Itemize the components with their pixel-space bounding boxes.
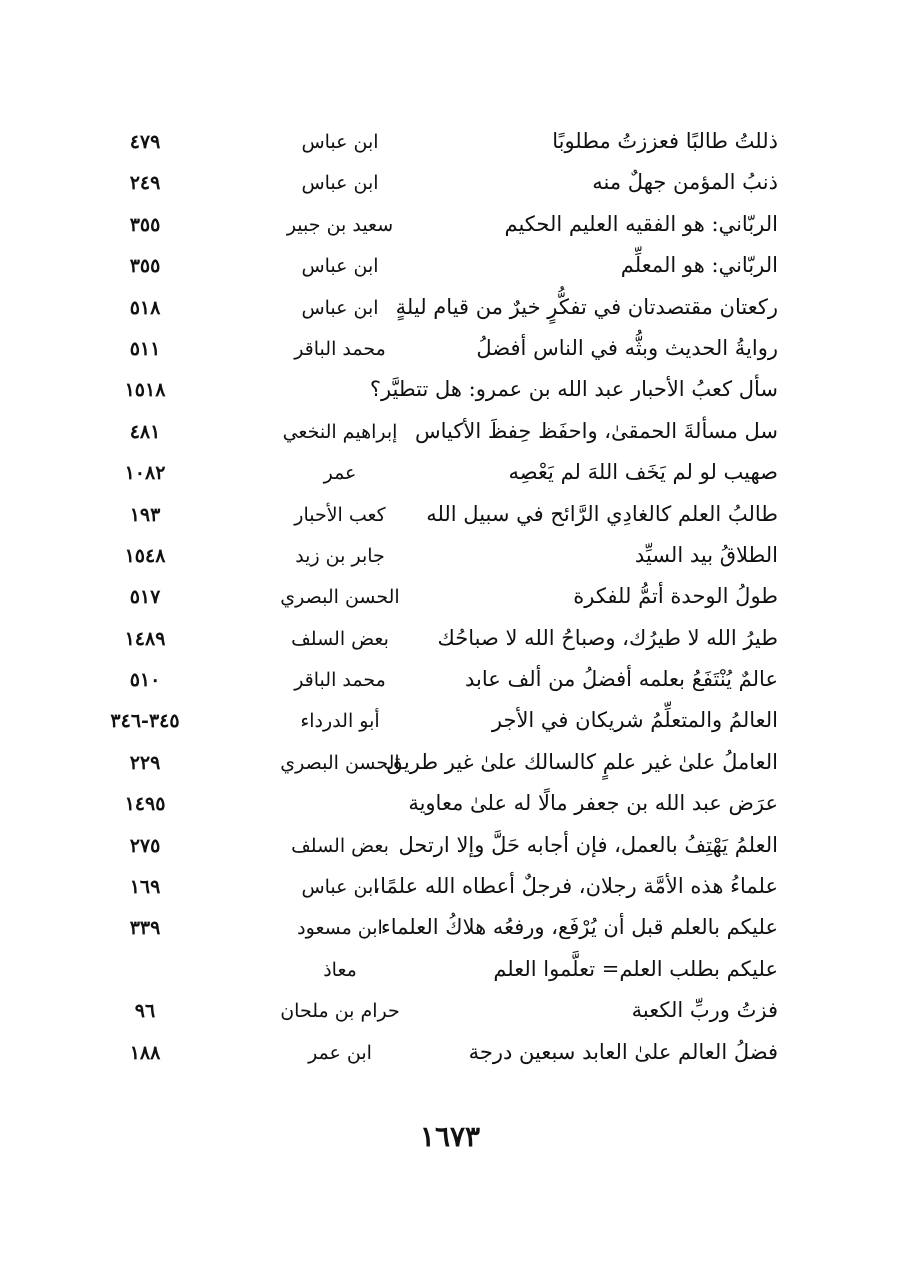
index-row xyxy=(90,332,810,373)
page-reference: ٢٤٩ xyxy=(129,172,161,195)
saying-text: علماءُ هذه الأمَّة رجلان، فرجلٌ أعطاه الله علمًا، xyxy=(373,874,778,899)
page-reference: ٣٣٩ xyxy=(129,917,161,940)
saying-text: ذللتُ طالبًا فعززتُ مطلوبًا xyxy=(552,129,778,153)
index-row xyxy=(90,208,810,249)
index-row xyxy=(90,291,810,332)
narrator-name: بعض السلف xyxy=(291,834,389,857)
index-table xyxy=(90,125,810,1077)
saying-text: طيرُ الله لا طيرُك، وصباحُ الله لا صباحُك xyxy=(437,625,778,650)
saying-text: الربّاني: هو الفقيه العليم الحكيم xyxy=(504,211,778,236)
saying-text: الربّاني: هو المعلِّم xyxy=(620,253,778,278)
page-reference: ٣٥٥ xyxy=(129,213,161,236)
page-reference: ١٥٤٨ xyxy=(124,544,166,567)
index-row xyxy=(90,953,810,994)
narrator-name: بعض السلف xyxy=(291,627,389,650)
saying-text: طولُ الوحدة أتمُّ للفكرة xyxy=(573,584,778,609)
index-row xyxy=(90,1036,810,1077)
page-reference: ٥١٠ xyxy=(129,669,161,692)
saying-text: عرَض عبد الله بن جعفر مالًا له علىٰ معاوية xyxy=(408,791,778,816)
page-reference: ١٤٨٩ xyxy=(124,627,166,650)
index-row xyxy=(90,415,810,456)
saying-text: صهيب لو لم يَخَف اللهَ لم يَعْصِه xyxy=(508,460,778,485)
index-row xyxy=(90,456,810,497)
index-row xyxy=(90,166,810,207)
page-number: ١٦٧٣ xyxy=(419,1120,481,1153)
saying-text: عليكم بطلب العلم= تعلَّموا العلم xyxy=(493,956,778,981)
narrator-name: إبراهيم النخعي xyxy=(282,420,398,443)
index-row xyxy=(90,539,810,580)
page-reference: ٣٤٥-٣٤٦ xyxy=(110,710,180,733)
page-reference: ١٥١٨ xyxy=(124,379,166,402)
narrator-name: ابن عباس xyxy=(301,172,379,195)
narrator-name: محمد الباقر xyxy=(294,337,386,360)
saying-text: فزتُ وربِّ الكعبة xyxy=(631,998,778,1023)
saying-text: ركعتان مقتصدتان في تفكُّرٍ خيرٌ من قيام ليلةٍ xyxy=(395,294,778,319)
saying-text: عليكم بالعلم قبل أن يُرْفَع، ورفعُه هلاكُ العلماء xyxy=(380,915,778,940)
page-reference: ٤٨١ xyxy=(129,420,161,443)
index-row xyxy=(90,870,810,911)
narrator-name: جابر بن زيد xyxy=(295,544,385,567)
narrator-name: ابن عمر xyxy=(308,1041,372,1064)
page-reference: ١٠٨٢ xyxy=(124,462,166,485)
index-row xyxy=(90,498,810,539)
narrator-name: ابن عباس xyxy=(301,255,379,278)
narrator-name: ابن عباس xyxy=(301,131,379,153)
index-row xyxy=(90,704,810,745)
index-row xyxy=(90,829,810,870)
index-row xyxy=(90,663,810,704)
page-reference: ٥١٨ xyxy=(129,296,161,319)
index-row xyxy=(90,746,810,787)
page-reference: ٢٢٩ xyxy=(129,751,161,774)
page-reference: ٥١٧ xyxy=(129,586,161,609)
narrator-name: حرام بن ملحان xyxy=(280,1000,400,1023)
narrator-name: معاذ xyxy=(323,958,357,981)
narrator-name: كعب الأحبار xyxy=(294,503,386,526)
saying-text: الطلاقُ بيد السيِّد xyxy=(634,542,778,567)
narrator-name: الحسن البصري xyxy=(280,586,400,609)
narrator-name: ابن مسعود xyxy=(297,917,383,940)
index-row xyxy=(90,125,810,166)
saying-text: سل مسألةَ الحمقىٰ، واحفَظ حِفظَ الأكياس xyxy=(415,418,778,443)
index-row xyxy=(90,622,810,663)
page-reference: ١٨٨ xyxy=(129,1041,161,1064)
narrator-name: محمد الباقر xyxy=(294,669,386,692)
saying-text: ذنبُ المؤمن جهلٌ منه xyxy=(592,170,778,195)
page-reference: ١٩٣ xyxy=(129,503,161,526)
saying-text: العالمُ والمتعلِّمُ شريكان في الأجر xyxy=(491,708,778,733)
index-row xyxy=(90,373,810,414)
page-reference: ٩٦ xyxy=(134,1000,156,1023)
saying-text: فضلُ العالم علىٰ العابد سبعين درجة xyxy=(468,1039,778,1064)
saying-text: سأل كعبُ الأحبار عبد الله بن عمرو: هل تتطيَّر؟ xyxy=(369,377,778,402)
index-row xyxy=(90,911,810,952)
saying-text: طالبُ العلم كالغادِي الرَّائح في سبيل الله xyxy=(426,501,778,526)
index-row xyxy=(90,580,810,621)
page-reference: ٤٧٩ xyxy=(129,131,161,153)
index-row xyxy=(90,994,810,1035)
page-reference: ١٦٩ xyxy=(129,876,161,899)
saying-text: عالمٌ يُنْتَفَعُ بعلمه أفضلُ من ألف عابد xyxy=(465,667,778,692)
saying-text: العلمُ يَهْتِفُ بالعمل، فإن أجابه حَلَّ وإلا ارتحل xyxy=(398,832,778,857)
page-reference: ٥١١ xyxy=(129,337,161,360)
index-row xyxy=(90,249,810,290)
index-row xyxy=(90,787,810,828)
narrator-name: سعيد بن جبير xyxy=(286,213,394,236)
saying-text: روايةُ الحديث وبثُّه في الناس أفضلُ xyxy=(476,335,778,360)
narrator-name: ابن عباس xyxy=(301,296,379,319)
narrator-name: أبو الدرداء xyxy=(300,710,380,733)
narrator-name: عمر xyxy=(323,462,357,485)
narrator-name: ابن عباس xyxy=(301,876,379,899)
page-reference: ٣٥٥ xyxy=(129,255,161,278)
narrator-name: الحسن البصري xyxy=(280,751,400,774)
page-reference: ٢٧٥ xyxy=(129,834,161,857)
page-reference: ١٤٩٥ xyxy=(124,793,166,816)
saying-text: العاملُ علىٰ غير علمٍ كالسالك علىٰ غير طريق xyxy=(386,749,778,774)
